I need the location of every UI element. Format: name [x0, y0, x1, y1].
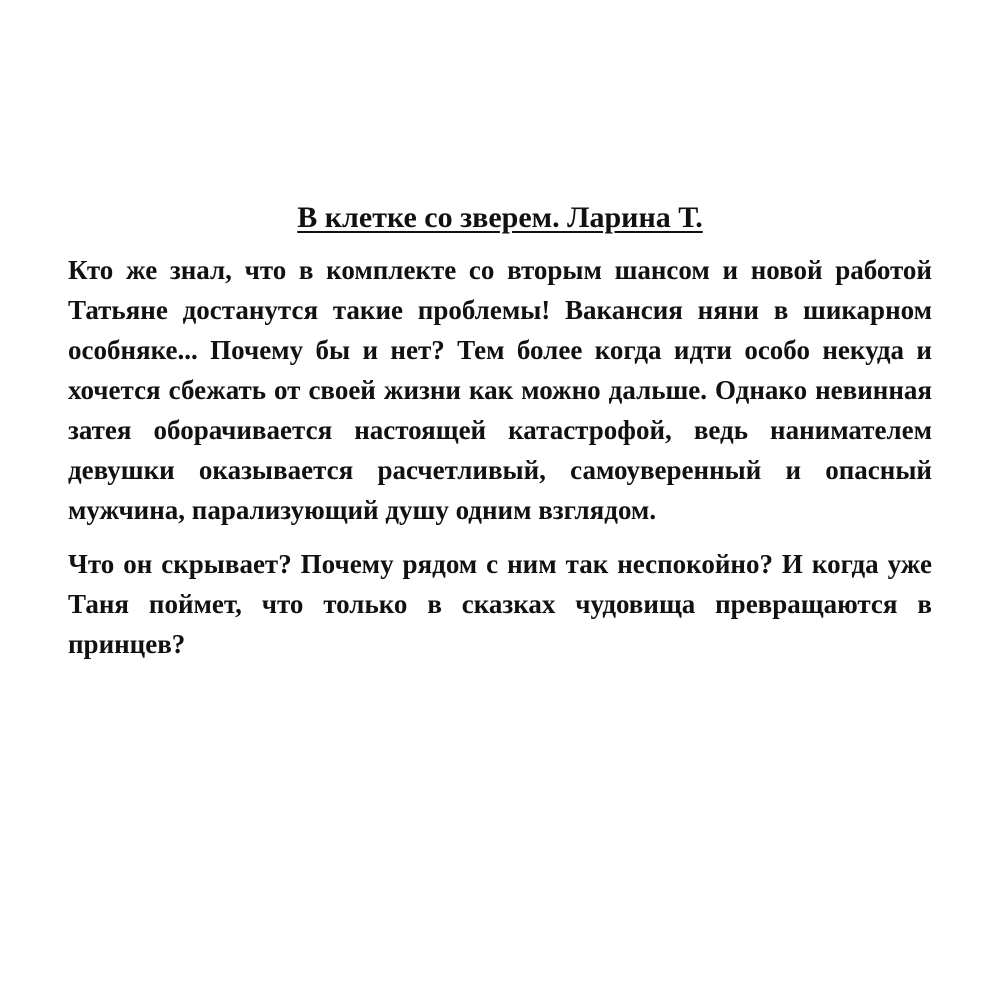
description-paragraph-1: Кто же знал, что в комплекте со вторым шансом и новой работой Татьяне достанутся такие проблемы! Вакансия няни в шикарном особняке... Почему бы и нет? Тем более когда идти особо некуда и хочется сбежать от своей жизни как можно дальше. Однако невинная затея оборачивается настоящей катастрофой, ведь нанимателем девушки оказывается расчетливый, самоуверенный и опасный мужчина, парализующий душу одним взглядом. [68, 255, 932, 525]
description-paragraph-2: Что он скрывает? Почему рядом с ним так неспокойно? И когда уже Таня поймет, что только в сказках чудовища превращаются в принцев? [68, 549, 932, 659]
book-title: В клетке со зверем. Ларина Т. [297, 201, 703, 234]
description-block [68, 198, 932, 664]
